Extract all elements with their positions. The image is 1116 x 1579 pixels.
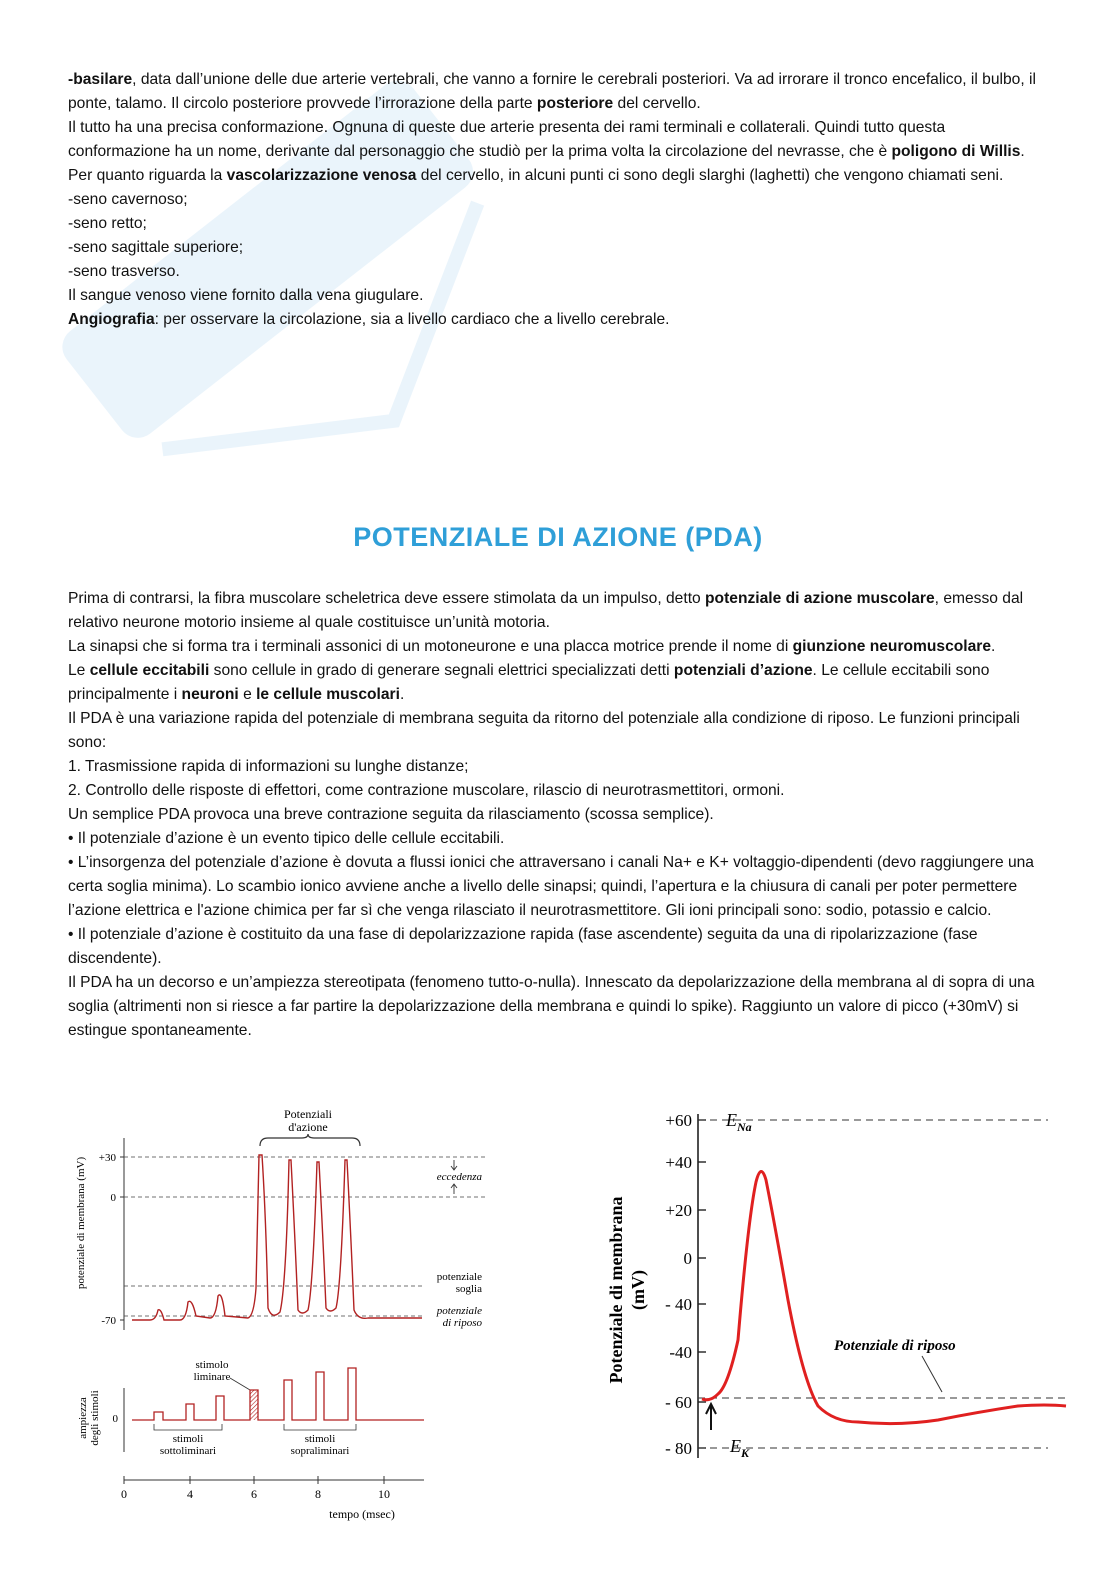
section-title: POTENZIALE DI AZIONE (PDA) xyxy=(353,522,763,552)
text-span: Il tutto ha una precisa conformazione. Ognuna di queste due arterie presenta dei rami terminali e collaterali. Quindi tutto questa conformazione ha un nome, derivante dal personaggio che studiò per la prima volta la circolazione del nevrasse, che è xyxy=(68,119,946,160)
list-item-seno: -seno trasverso. xyxy=(68,263,180,280)
label-eccedenza: eccedenza xyxy=(436,1171,482,1183)
stimulus-arrow xyxy=(706,1404,716,1430)
pointer-riposo xyxy=(922,1356,942,1392)
stimuli-trace xyxy=(132,1368,424,1420)
bold-term: -basilare xyxy=(68,71,133,88)
label-riposo: Potenziale di riposo xyxy=(834,1338,956,1354)
list-item-seno: -seno cavernoso; xyxy=(68,191,188,208)
text-span: , data dall’unione delle due arterie vertebrali, che vanno a fornire le cerebrali posteriori. Va ad irrorare il tronco encefalico, il bulbo, il ponte, talamo. Il circolo posteriore provvede l’irrorazione della parte xyxy=(68,71,1036,112)
label-ek xyxy=(729,1436,750,1460)
label-ena xyxy=(725,1110,752,1134)
x-tick-label: 8 xyxy=(315,1487,321,1501)
label-ena-main: E xyxy=(726,1110,737,1130)
bold-term: le cellule muscolari xyxy=(256,686,400,703)
text-span: del cervello. xyxy=(613,95,701,112)
bullet-item: • L’insorgenza del potenziale d’azione è dovuta a flussi ionici che attraversano i canali Na+ e K+ voltaggio-dipendenti (devo raggiungere una certa soglia minima). Lo scambio ionico avviene anche a livello delle sinapsi; quindi, l’apertura e la chiusura di canali per poter permettere l’azione elettrica e l'azione chimica per far sì che venga rilasciato il neurotrasmettitore. Gli ioni principali sono: sodio, potassio e calcio. xyxy=(68,854,1034,919)
x-axis-label: tempo (msec) xyxy=(329,1507,395,1521)
membrane-potential-trace xyxy=(132,1155,422,1320)
paragraph: Un semplice PDA provoca una breve contrazione seguita da rilasciamento (scossa semplice). xyxy=(68,806,714,823)
y-tick-label: - 60 xyxy=(665,1393,692,1412)
action-potential-trace xyxy=(702,1171,1066,1423)
y-tick-label: 0 xyxy=(683,1249,692,1268)
y-axis-label-top: potenziale di membrana (mV) xyxy=(75,1156,87,1290)
paragraph xyxy=(68,587,1048,635)
y-axis-label-1: Potenziale di membrana xyxy=(606,1196,626,1384)
x-tick-label: 10 xyxy=(378,1487,390,1501)
list-item: 1. Trasmissione rapida di informazioni su lunghe distanze; xyxy=(68,758,469,775)
text-span: La sinapsi che si forma tra i terminali assonici di un motoneurone e una placca motrice prende il nome di xyxy=(68,638,793,655)
intro-text xyxy=(68,68,1048,332)
paragraph xyxy=(68,635,1048,659)
text-span: Prima di contrarsi, la fibra muscolare scheletrica deve essere stimolata da un impulso, detto xyxy=(68,590,706,607)
label-sotto-2: sottoliminari xyxy=(159,1445,217,1457)
bracket-sopraliminari xyxy=(284,1424,356,1430)
liminare-hatched-bar xyxy=(250,1390,258,1420)
y-axis-label-2: (mV) xyxy=(628,1270,648,1310)
x-tick-label: 4 xyxy=(187,1487,193,1501)
text-span: Per quanto riguarda la xyxy=(68,167,227,184)
paragraph-angiografia xyxy=(68,308,1048,332)
paragraph: Il PDA è una variazione rapida del potenziale di membrana seguita da ritorno del potenziale alla condizione di riposo. Le funzioni principali sono: xyxy=(68,710,1020,751)
bold-term: cellule eccitabili xyxy=(89,662,210,679)
list-item-seno: -seno sagittale superiore; xyxy=(68,239,244,256)
bold-term: vascolarizzazione venosa xyxy=(226,167,417,184)
paragraph xyxy=(68,659,1048,707)
paragraph-giugulare: Il sangue venoso viene fornito dalla vena giugulare. xyxy=(68,287,424,304)
paragraph: Il PDA ha un decorso e un’ampiezza stereotipata (fenomeno tutto-o-nulla). Innescato da depolarizzazione della membrana al di sopra di una soglia (altrimenti non si riesce a far partire la depolarizzazione della membrana e quindi lo spike). Raggiunto un valore di picco (+30mV) si estingue spontaneamente. xyxy=(68,974,1035,1039)
label-sopra-2: sopraliminari xyxy=(290,1445,350,1457)
y-axis-label-bottom-2: degli stimoli xyxy=(89,1390,101,1446)
text-span: . Le cellule eccitabili sono principalmente i xyxy=(68,662,990,703)
label-riposo-2: di riposo xyxy=(442,1317,482,1329)
bold-term: poligono di Willis xyxy=(891,143,1021,160)
bullet-item: • Il potenziale d’azione è un evento tipico delle cellule eccitabili. xyxy=(68,830,505,847)
y-tick-label: - 80 xyxy=(665,1439,692,1458)
text-span: sono cellule in grado di generare segnali elettrici specializzati detti xyxy=(209,662,674,679)
bracket-sottoliminari xyxy=(154,1424,222,1430)
text-span: del cervello, in alcuni punti ci sono degli slarghi (laghetti) che vengono chiamati seni. xyxy=(416,167,1004,184)
tick-0: 0 xyxy=(110,1192,116,1204)
y-tick-label: - 40 xyxy=(665,1295,692,1314)
y-tick-label: +40 xyxy=(665,1153,692,1172)
bold-term: potenziale di azione muscolare xyxy=(705,590,935,607)
label-ek-sub: K xyxy=(741,1446,750,1460)
paragraph-basilare xyxy=(68,68,1048,116)
pointer-liminare xyxy=(230,1378,250,1390)
label-ek-main: E xyxy=(730,1436,741,1456)
bold-term: Angiografia xyxy=(68,311,155,328)
label-soglia-1: potenziale xyxy=(436,1271,482,1283)
y-tick-label: -40 xyxy=(669,1343,692,1362)
bold-term: potenziali d’azione xyxy=(673,662,813,679)
paragraph-venosa xyxy=(68,164,1048,188)
bold-term: posteriore xyxy=(536,95,614,112)
label-sopra-1: stimoli xyxy=(304,1433,336,1445)
tick-b0: 0 xyxy=(112,1413,118,1425)
label-soglia-2: soglia xyxy=(455,1283,482,1295)
brace xyxy=(260,1134,360,1146)
text-span: . xyxy=(1020,143,1025,160)
text-span: . xyxy=(991,638,996,655)
x-tick-label: 6 xyxy=(251,1487,257,1501)
label-liminare-1: stimolo xyxy=(195,1359,229,1371)
list-item: 2. Controllo delle risposte di effettori, come contrazione muscolare, rilascio di neurotrasmettitori, ormoni. xyxy=(68,782,785,799)
bullet-item: • Il potenziale d’azione è costituito da una fase di depolarizzazione rapida (fase ascendente) seguita da una di ripolarizzazione (fase discendente). xyxy=(68,926,978,967)
label-liminare-2: liminare xyxy=(193,1371,231,1383)
y-axis-label-bottom-1: ampiezza xyxy=(77,1397,89,1439)
fig-title-line1: Potenziali xyxy=(284,1107,332,1121)
tick-m70: -70 xyxy=(101,1315,116,1327)
text-span: . xyxy=(399,686,405,703)
tick-p30: +30 xyxy=(98,1152,116,1164)
figure-action-potentials-stimuli xyxy=(62,1098,502,1538)
bold-term: giunzione neuromuscolare xyxy=(792,638,992,655)
text-span: : per osservare la circolazione, sia a livello cardiaco che a livello cerebrale. xyxy=(154,311,670,328)
fig-title-line2: d'azione xyxy=(288,1120,328,1134)
y-tick-label: +60 xyxy=(665,1111,692,1130)
text-span: e xyxy=(238,686,257,703)
y-tick-label: +20 xyxy=(665,1201,692,1220)
label-sotto-1: stimoli xyxy=(172,1433,204,1445)
text-span: , emesso dal relativo neurone motorio insieme al quale costituisce un’unità motoria. xyxy=(68,590,1024,631)
figure-single-action-potential xyxy=(598,1100,1078,1470)
text-span: Le xyxy=(68,662,90,679)
list-item-seno: -seno retto; xyxy=(68,215,147,232)
y-ticks xyxy=(665,1111,706,1458)
body-text xyxy=(68,587,1048,1043)
x-tick-label: 0 xyxy=(121,1487,127,1501)
label-ena-sub: Na xyxy=(737,1120,752,1134)
bold-term: neuroni xyxy=(181,686,239,703)
paragraph-willis xyxy=(68,116,1048,164)
label-riposo-1: potenziale xyxy=(436,1305,482,1317)
